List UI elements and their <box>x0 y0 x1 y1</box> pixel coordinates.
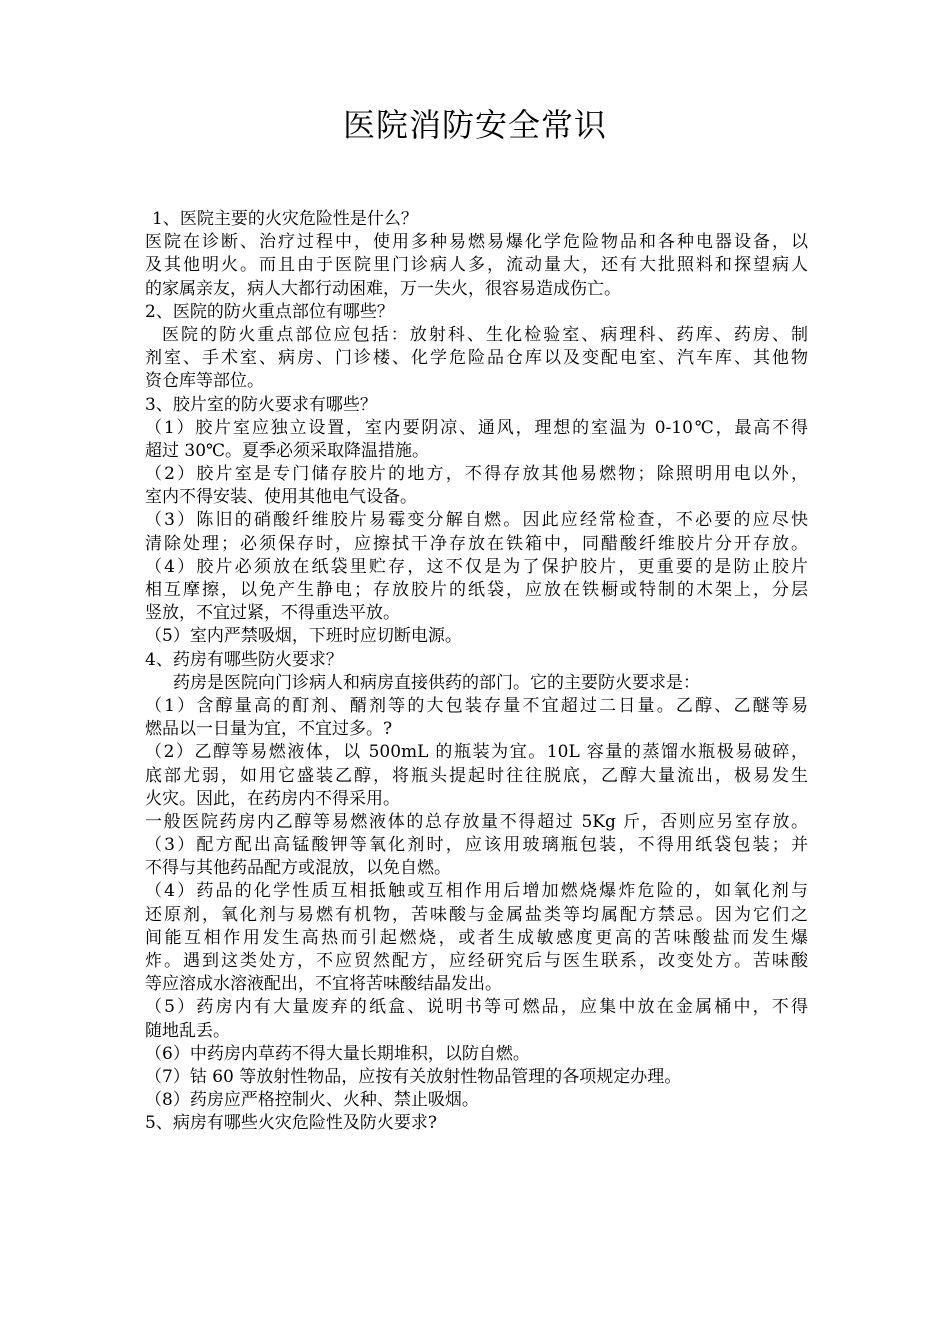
paragraph-line: 资仓库等部位。 <box>145 371 264 392</box>
list-item-line: （8）药房应严格控制火、火种、禁止吸烟。 <box>145 1090 479 1111</box>
paragraph-line: 一般医院药房内乙醇等易燃液体的总存放量不得超过 5Kg 斤，否则应另室存放。 <box>145 811 808 832</box>
list-item-line: 底部尤弱，如用它盛装乙醇，将瓶头提起时往往脱底，乙醇大量流出，极易发生 <box>145 765 808 786</box>
list-item-line: 还原剂，氧化剂与易燃有机物，苦味酸与金属盐类等均属配方禁忌。因为它们之 <box>145 904 808 925</box>
list-item-line: （4）胶片必须放在纸袋里贮存，这不仅是为了保护胶片，更重要的是防止胶片 <box>145 556 808 577</box>
list-item-line: 不得与其他药品配方或混放，以免自燃。 <box>145 858 451 879</box>
paragraph-line: 剂室、手术室、病房、门诊楼、化学危险品仓库以及变配电室、汽车库、其他物 <box>145 348 808 369</box>
heading-q4: 4、药房有哪些防火要求？ <box>145 649 343 670</box>
document-title: 医院消防安全常识 <box>342 106 607 144</box>
list-item-line: 间能互相作用发生高热而引起燃烧，或者生成敏感度更高的苦味酸盐而发生爆 <box>145 927 808 948</box>
list-item-line: 燃品以一日量为宜，不宜过多。? <box>145 719 393 740</box>
list-item-line: （5）药房内有大量废弃的纸盒、说明书等可燃品，应集中放在金属桶中，不得 <box>145 997 808 1018</box>
paragraph-line: 药房是医院向门诊病人和病房直接供药的部门。它的主要防火要求是： <box>173 672 700 693</box>
list-item-line: 超过 30℃。夏季必须采取降温措施。 <box>145 440 430 461</box>
list-item-line: （2）胶片室是专门储存胶片的地方，不得存放其他易燃物；除照明用电以外， <box>145 464 808 485</box>
list-item-line: 火灾。因此，在药房内不得采用。 <box>145 788 400 809</box>
heading-q2: 2、医院的防火重点部位有哪些？ <box>145 301 394 322</box>
document-body <box>145 208 808 1136</box>
list-item-line: 室内不得安装、使用其他电气设备。 <box>145 487 417 508</box>
list-item-line: 竖放，不宜过紧，不得重迭平放。 <box>145 603 400 624</box>
list-item-line: （5）室内严禁吸烟，下班时应切断电源。 <box>145 626 462 647</box>
paragraph-line: 医院的防火重点部位应包括：放射科、生化检验室、病理科、药库、药房、制 <box>162 324 808 345</box>
list-item-line: 随地乱丢。 <box>145 1020 230 1041</box>
heading-q5: 5、病房有哪些火灾危险性及防火要求? <box>145 1113 437 1134</box>
list-item-line: （1）含醇量高的酊剂、醑剂等的大包装存量不宜超过二日量。乙醇、乙醚等易 <box>145 695 808 716</box>
paragraph-line: 的家属亲友，病人大都行动困难，万一失火，很容易造成伤亡。 <box>145 278 621 299</box>
paragraph-line: 医院在诊断、治疗过程中，使用多种易燃易爆化学危险物品和各种电器设备，以 <box>145 232 808 253</box>
list-item-line: （2）乙醇等易燃液体，以 500mL 的瓶装为宜。10L 容量的蒸馏水瓶极易破碎， <box>145 742 808 763</box>
list-item-line: （1）胶片室应独立设置，室内要阴凉、通风，理想的室温为 0-10℃，最高不得 <box>145 417 808 438</box>
list-item-line: （7）钴 60 等放射性物品，应按有关放射性物品管理的各项规定办理。 <box>145 1066 682 1087</box>
list-item-line: 相互摩擦，以免产生静电；存放胶片的纸袋，应放在铁橱或特制的木架上，分层 <box>145 580 808 600</box>
list-item-line: 炸。遇到这类处方，不应贸然配方，应经研究后与医生联系，改变处方。苦味酸 <box>145 951 808 971</box>
heading-q1: 1、医院主要的火灾危险性是什么？ <box>152 209 418 229</box>
list-item-line: （6）中药房内草药不得大量长期堆积，以防自燃。 <box>145 1043 530 1064</box>
list-item-line: （3）配方配出高锰酸钾等氧化剂时，应该用玻璃瓶包装，不得用纸袋包装；并 <box>145 835 808 856</box>
list-item-line: （3）陈旧的硝酸纤维胶片易霉变分解自燃。因此应经常检查，不必要的应尽快 <box>145 510 808 531</box>
list-item-line: 等应溶成水溶液配出，不宜将苦味酸结晶发出。 <box>145 974 502 995</box>
paragraph-line: 及其他明火。而且由于医院里门诊病人多，流动量大，还有大批照料和探望病人 <box>145 255 808 276</box>
list-item-line: 清除处理；必须保存时，应擦拭干净存放在铁箱中，同醋酸纤维胶片分开存放。 <box>145 533 808 554</box>
heading-q3: 3、胶片室的防火要求有哪些？ <box>145 394 377 415</box>
list-item-line: （4）药品的化学性质互相抵触或互相作用后增加燃烧爆炸危险的，如氧化剂与 <box>145 881 808 902</box>
